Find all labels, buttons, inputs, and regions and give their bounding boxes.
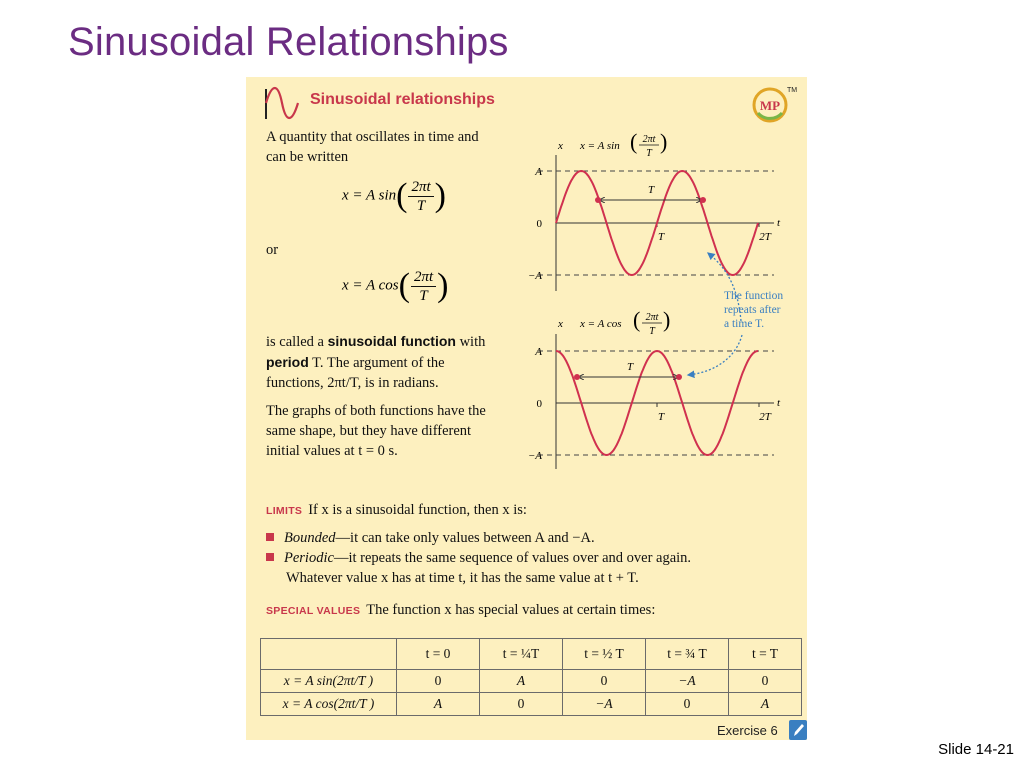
sine-graph-equation-prefix: x = A sin	[580, 140, 620, 152]
sine-graph-ylabel-0: 0	[536, 218, 542, 230]
table-header-cell: t = ¾ T	[646, 639, 729, 670]
intro-line-1: A quantity that oscillates in time and	[266, 129, 479, 145]
graphs-line-1: The graphs of both functions have the	[266, 403, 486, 419]
table-row	[261, 670, 802, 693]
period-caption	[724, 289, 783, 331]
graphs-line-3: initial values at t = 0 s.	[266, 443, 398, 459]
callout-arrow-cos	[666, 327, 766, 407]
sin-formula-fraction	[408, 178, 433, 215]
cosine-graph-period-label: T	[626, 361, 634, 373]
trademark-text: TM	[787, 87, 798, 94]
table-header-row	[261, 639, 802, 670]
svg-text:(: (	[630, 129, 638, 154]
sine-graph-equation-num: 2πt	[642, 134, 656, 145]
intro-paragraph	[266, 127, 479, 167]
period-caption-line-2: repeats after	[724, 304, 781, 316]
panel-heading: Sinusoidal relationships	[310, 91, 495, 108]
sine-wave-logo-icon	[264, 85, 300, 121]
table-header-cell: t = 0	[397, 639, 480, 670]
list-item-periodic: Periodic—it repeats the same sequence of values over and over again.	[266, 548, 796, 568]
mp-badge-icon[interactable]	[752, 87, 788, 123]
slide-number: Slide 14-21	[938, 741, 1014, 758]
cos-formula: x = A cos( $\frac{2\pi t}{T}$ )	[342, 267, 449, 304]
table-cell: x = A sin(2πt/T )	[261, 670, 397, 693]
table-header-cell	[261, 639, 397, 670]
table-cell: A	[729, 693, 802, 716]
cosine-graph-equation-num: 2πt	[645, 312, 659, 323]
table-cell: 0	[563, 670, 646, 693]
list-item-bounded: Bounded—it can take only values between A and −A.	[266, 528, 796, 548]
limits-section	[266, 500, 527, 521]
sine-graph-period-label: T	[647, 184, 655, 196]
cosine-graph-xlabel-T: T	[657, 411, 665, 423]
cosine-graph-equation-den: T	[649, 326, 655, 337]
special-values-text: The function x has special values at certain times:	[366, 602, 656, 618]
table-row	[261, 693, 802, 716]
intro-line-2: can be written	[266, 149, 349, 165]
sin-formula-lhs: x = A sin	[342, 187, 397, 204]
table-cell: −A	[646, 670, 729, 693]
special-values-section	[266, 600, 655, 621]
special-values-table	[260, 638, 802, 716]
or-text: or	[266, 242, 279, 258]
table-cell: x = A cos(2πt/T )	[261, 693, 397, 716]
cos-formula-fraction	[411, 268, 436, 305]
table-cell: A	[480, 670, 563, 693]
definition-line-1: is called a sinusoidal function with	[266, 333, 486, 350]
cos-formula-numerator: 2πt	[411, 268, 436, 287]
graphs-paragraph	[266, 401, 486, 461]
table-cell: 0	[397, 670, 480, 693]
sin-formula-numerator: 2πt	[408, 178, 433, 197]
sine-graph-t-axis-label: t	[777, 217, 781, 229]
period-caption-line-1: The function	[724, 290, 784, 302]
bullet-icon	[266, 553, 274, 561]
limits-list	[266, 528, 796, 588]
cosine-graph-y-axis-label: x	[558, 318, 563, 330]
slide-title: Sinusoidal Relationships	[68, 20, 509, 64]
cosine-graph-xlabel-2T: 2T	[759, 411, 771, 423]
sine-graph	[528, 129, 781, 291]
sine-graph-ylabel-negA: −A	[527, 270, 542, 282]
sine-graph-equation-den: T	[646, 148, 652, 159]
cosine-graph-ylabel-A: A	[535, 346, 542, 358]
bullet-icon	[266, 533, 274, 541]
exercise-link[interactable]: Exercise 6	[717, 723, 778, 738]
period-caption-line-3: a time T.	[724, 318, 765, 330]
table-cell: 0	[729, 670, 802, 693]
cosine-graph-ylabel-0: 0	[536, 398, 542, 410]
cos-formula-lhs: x = A cos	[342, 277, 399, 294]
list-item-periodic-cont: Whatever value x has at time t, it has the same value at t + T.	[286, 570, 639, 586]
table-cell: 0	[646, 693, 729, 716]
sine-graph-xlabel-2T: 2T	[759, 231, 771, 243]
table-header-cell: t = ½ T	[563, 639, 646, 670]
sine-point-2	[700, 197, 706, 203]
cosine-graph-t-axis-label: t	[777, 397, 781, 409]
sine-graph-y-axis-label: x	[558, 140, 563, 152]
limits-label: LIMITS	[266, 505, 303, 517]
sine-graph-xlabel-T: T	[657, 231, 665, 243]
svg-text:): )	[660, 129, 668, 154]
textbook-panel	[246, 77, 807, 740]
table-header-cell: t = T	[729, 639, 802, 670]
cosine-point-1	[574, 374, 580, 380]
limits-text: If x is a sinusoidal function, then x is:	[308, 502, 527, 518]
cosine-graph-equation-prefix: x = A cos	[580, 318, 622, 330]
table-cell: −A	[563, 693, 646, 716]
sin-formula-denominator: T	[416, 197, 426, 214]
pencil-icon[interactable]	[789, 720, 807, 740]
sine-graph-ylabel-A: A	[535, 166, 542, 178]
svg-text:(: (	[633, 307, 641, 332]
table-cell: 0	[480, 693, 563, 716]
cosine-graph-ylabel-negA: −A	[527, 450, 542, 462]
table-header-cell: t = ¼T	[480, 639, 563, 670]
definition-line-3: functions, 2πt/T, is in radians.	[266, 375, 439, 391]
sin-formula: x = A sin( $\frac{2\pi t}{T}$ )	[342, 177, 446, 214]
graphs-line-2: same shape, but they have different	[266, 423, 472, 439]
definition-paragraph	[266, 331, 485, 393]
table-cell: A	[397, 693, 480, 716]
cos-formula-denominator: T	[419, 287, 428, 304]
sine-point-1	[595, 197, 601, 203]
definition-line-2: period T. The argument of the	[266, 354, 445, 371]
svg-text:): )	[663, 307, 671, 332]
special-values-label: SPECIAL VALUES	[266, 605, 361, 617]
mp-badge-text: MP	[759, 98, 781, 113]
